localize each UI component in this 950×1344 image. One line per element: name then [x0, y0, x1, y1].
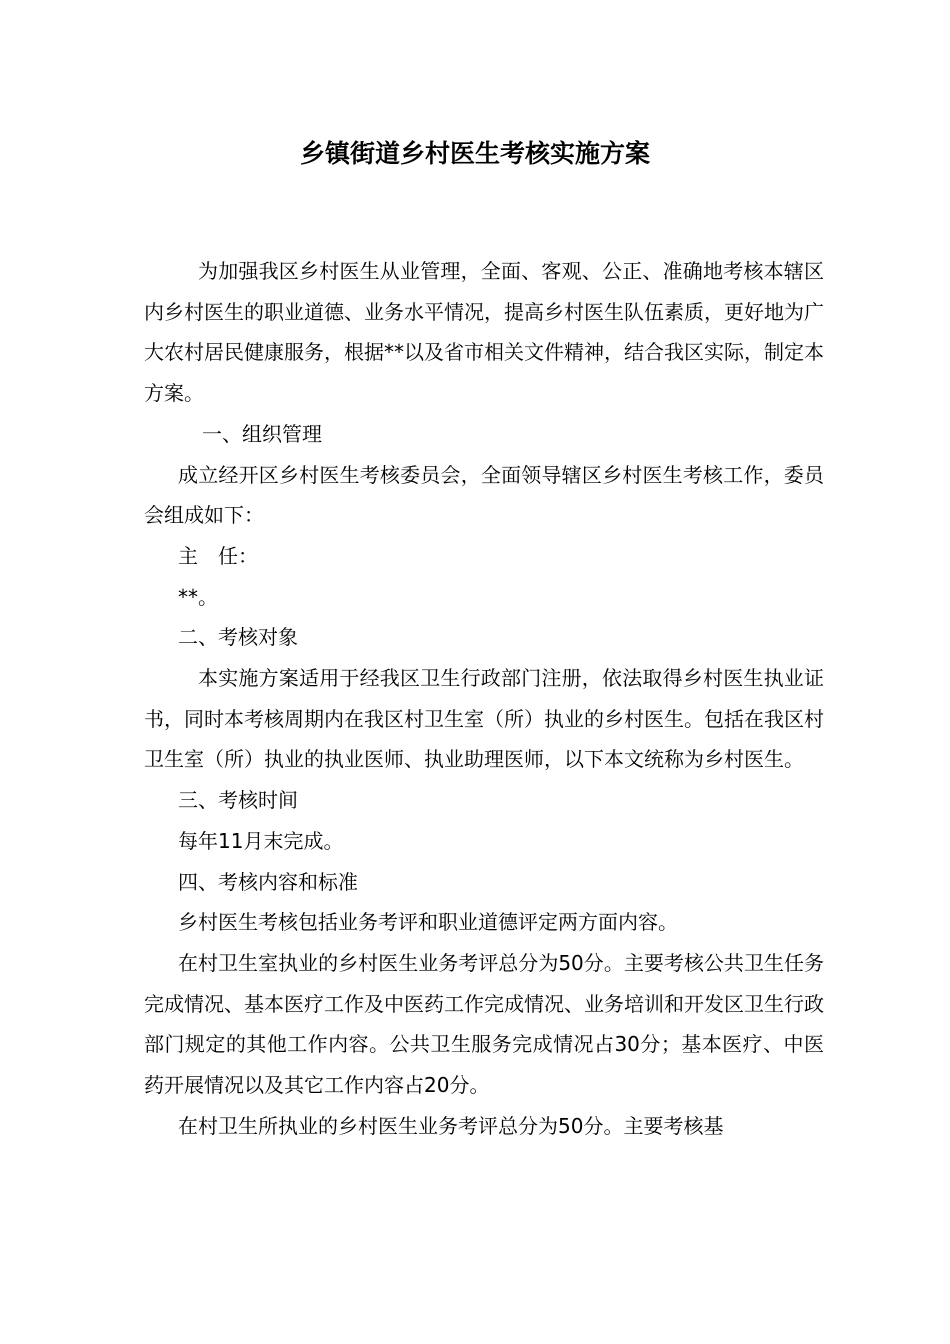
committee-paragraph: 成立经开区乡村医生考核委员会，全面领导辖区乡村医生考核工作，委员会组成如下：: [144, 462, 824, 528]
time-paragraph: 每年11月末完成。: [178, 828, 344, 853]
director-value: **。: [178, 584, 218, 609]
content-paragraph: 乡村医生考核包括业务考评和职业道德评定两方面内容。: [178, 910, 678, 935]
director-label: 主 任：: [178, 543, 258, 568]
target-paragraph: 本实施方案适用于经我区卫生行政部门注册，依法取得乡村医生执业证书，同时本考核周期内在我区村卫生室（所）执业的乡村医生。包括在我区村卫生室（所）执业的执业医师、执业助理医师，以下本文统称为乡村医生。: [144, 666, 824, 772]
clinic-scoring-paragraph: 在村卫生室执业的乡村医生业务考评总分为50分。主要考核公共卫生任务完成情况、基本医疗工作及中医药工作完成情况、业务培训和开发区卫生行政部门规定的其他工作内容。公共卫生服务完成情况占30分；基本医疗、中医药开展情况以及其它工作内容占20分。: [144, 950, 824, 1098]
section-heading-target: 二、考核对象: [178, 625, 298, 650]
document-body: [144, 251, 824, 1146]
section-heading-organization: 一、组织管理: [202, 421, 322, 446]
section-heading-time: 三、考核时间: [178, 788, 298, 813]
intro-paragraph: 为加强我区乡村医生从业管理，全面、客观、公正、准确地考核本辖区内乡村医生的职业道德、业务水平情况，提高乡村医生队伍素质，更好地为广大农村居民健康服务，根据**以及省市相关文件精神，结合我区实际，制定本方案。: [144, 259, 824, 406]
station-scoring-paragraph: 在村卫生所执业的乡村医生业务考评总分为50分。主要考核基: [178, 1113, 724, 1138]
document-title: 乡镇街道乡村医生考核实施方案: [299, 139, 650, 168]
section-heading-content: 四、考核内容和标准: [178, 869, 358, 894]
